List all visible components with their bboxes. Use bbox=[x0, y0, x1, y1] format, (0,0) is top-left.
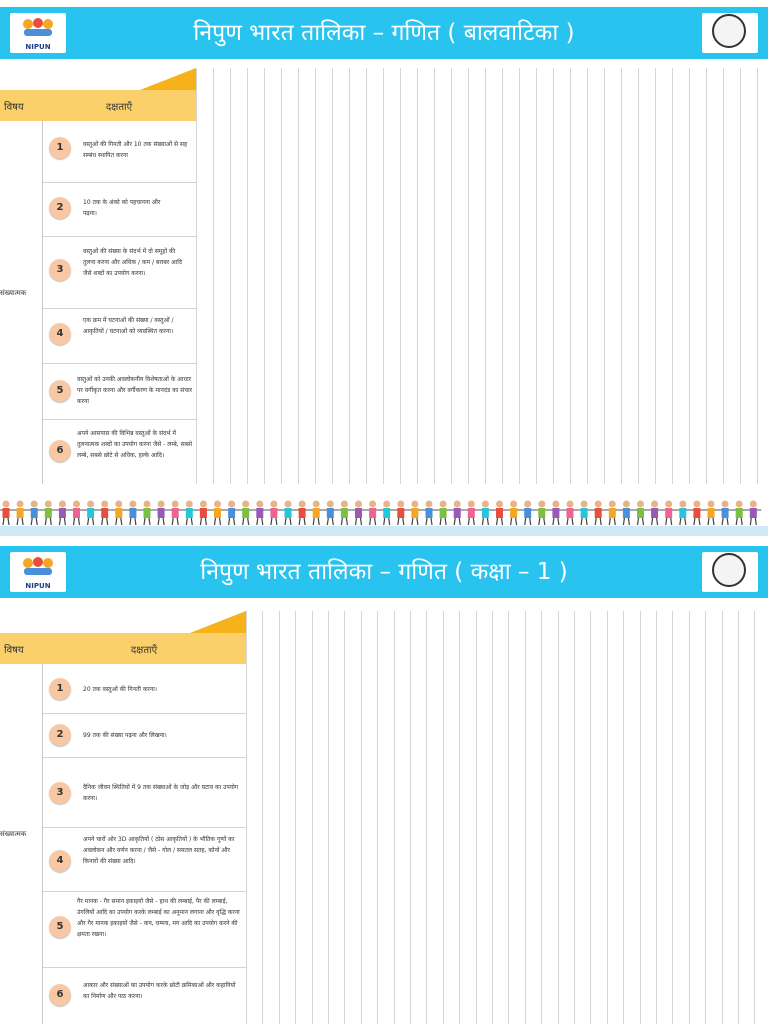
children-logo-icon bbox=[20, 16, 56, 38]
child-figure-icon bbox=[689, 501, 705, 526]
grid-column-line bbox=[281, 68, 282, 484]
grid-column-line bbox=[570, 68, 571, 484]
header-subject-cell bbox=[0, 633, 42, 664]
child-figure-icon bbox=[195, 501, 211, 526]
skill-row-6 bbox=[43, 420, 197, 484]
grid-column-line bbox=[508, 611, 509, 1024]
grid-column-line bbox=[312, 611, 313, 1024]
grid-column-line bbox=[400, 68, 401, 484]
up-government-seal bbox=[702, 552, 758, 592]
child-figure-icon bbox=[717, 501, 733, 526]
child-figure-icon bbox=[266, 501, 282, 526]
grid-column-line bbox=[394, 611, 395, 1024]
grid-column-line bbox=[621, 68, 622, 484]
grid-column-line bbox=[587, 68, 588, 484]
logo-text: NIPUN bbox=[25, 43, 51, 51]
child-figure-icon bbox=[336, 501, 352, 526]
skill-text: एक क्रम में घटनाओं की संख्या / वस्तुओं / आकृतियों / घटनाओं को व्यवस्थित करना। bbox=[83, 317, 174, 335]
child-figure-icon bbox=[252, 501, 268, 526]
child-figure-icon bbox=[83, 501, 99, 526]
grid-column-line bbox=[349, 68, 350, 484]
child-figure-icon bbox=[633, 501, 649, 526]
grid-column-line bbox=[361, 611, 362, 1024]
grid-column-line bbox=[366, 68, 367, 484]
grid-column-line bbox=[590, 611, 591, 1024]
section-balvatika bbox=[0, 0, 768, 488]
skill-row-1 bbox=[43, 121, 197, 183]
child-figure-icon bbox=[69, 501, 85, 526]
row-number: 5 bbox=[49, 916, 71, 938]
child-figure-icon bbox=[322, 501, 338, 526]
skill-row-5 bbox=[43, 892, 247, 968]
child-figure-icon bbox=[562, 501, 578, 526]
child-figure-icon bbox=[604, 501, 620, 526]
child-figure-icon bbox=[97, 501, 113, 526]
child-figure-icon bbox=[675, 501, 691, 526]
grid-column-line bbox=[246, 611, 247, 1024]
row-number: 4 bbox=[49, 850, 71, 872]
skill-row-4 bbox=[43, 309, 197, 364]
skill-text: 10 तक के अंको को पहचानना और पढ़ना। bbox=[83, 199, 161, 217]
skill-row-2 bbox=[43, 714, 247, 758]
header-skills-cell bbox=[42, 90, 196, 121]
child-figure-icon bbox=[294, 501, 310, 526]
marking-grid bbox=[246, 611, 768, 1024]
skill-row-5 bbox=[43, 364, 197, 420]
child-figure-icon bbox=[661, 501, 677, 526]
grid-column-line bbox=[672, 68, 673, 484]
row-number: 4 bbox=[49, 323, 71, 345]
row-number: 3 bbox=[49, 259, 71, 281]
row-number: 1 bbox=[49, 678, 71, 700]
child-figure-icon bbox=[181, 501, 197, 526]
subject-label: संख्यात्मक bbox=[0, 289, 27, 297]
grid-column-line bbox=[315, 68, 316, 484]
grid-column-line bbox=[604, 68, 605, 484]
child-figure-icon bbox=[576, 501, 592, 526]
grid-column-line bbox=[689, 68, 690, 484]
header-subject-cell bbox=[0, 90, 42, 121]
grid-column-line bbox=[757, 68, 758, 484]
grid-column-line bbox=[738, 611, 739, 1024]
child-figure-icon bbox=[421, 501, 437, 526]
marking-grid bbox=[196, 68, 768, 484]
grid-column-line bbox=[541, 611, 542, 1024]
row-number: 6 bbox=[49, 440, 71, 462]
skill-row-4 bbox=[43, 828, 247, 892]
child-figure-icon bbox=[393, 501, 409, 526]
grid-column-line bbox=[525, 611, 526, 1024]
nipun-logo bbox=[10, 552, 66, 592]
children-border-banner bbox=[0, 488, 768, 536]
skill-row-3 bbox=[43, 237, 197, 309]
grid-column-line bbox=[656, 611, 657, 1024]
grid-column-line bbox=[740, 68, 741, 484]
child-figure-icon bbox=[647, 501, 663, 526]
subject-label: संख्यात्मक bbox=[0, 830, 27, 838]
child-figure-icon bbox=[167, 501, 183, 526]
child-figure-icon bbox=[12, 501, 28, 526]
header-skills-label: दक्षताएँ bbox=[130, 644, 158, 656]
skill-row-1 bbox=[43, 664, 247, 714]
grid-column-line bbox=[492, 611, 493, 1024]
grid-column-line bbox=[443, 611, 444, 1024]
seal-icon bbox=[712, 553, 746, 587]
skills-list bbox=[42, 664, 247, 1024]
child-figure-icon bbox=[548, 501, 564, 526]
row-number: 1 bbox=[49, 137, 71, 159]
nipun-logo bbox=[10, 13, 66, 53]
skill-text: 20 तक वस्तुओं की गिनती करना। bbox=[83, 686, 158, 693]
grid-column-line bbox=[383, 68, 384, 484]
child-figure-icon bbox=[379, 501, 395, 526]
section-header bbox=[0, 546, 768, 598]
skill-text: वस्तुओं की संख्या के संदर्भ में दो समूहों की तुलना करना और अधिक / कम / बराबर आदि जैसे शब्दों का उपयोग करना। bbox=[83, 248, 183, 277]
grid-column-line bbox=[723, 68, 724, 484]
up-government-seal bbox=[702, 13, 758, 53]
header-skills-label: दक्षताएँ bbox=[105, 101, 133, 113]
children-banner-illustration bbox=[0, 488, 768, 536]
grid-column-line bbox=[574, 611, 575, 1024]
skill-text: आकार और संख्याओं का उपयोग करके छोटी क्रमिकाओं और कहानियों का निर्माण और पाठ करना। bbox=[83, 982, 236, 1000]
skill-text: गैर मानक - गैर समान इकाइयों जैसे - हाथ की लम्बाई, पैर की लम्बाई, उंगलियों आदि का उपयोग करके लम्बाई का अनुमान लगाना और वृद्धि करना और गैर मानक इकाइयों जैसे - कप, चम्मच, मग आदि का उपयोग करने की क्षमता रखना। bbox=[77, 898, 240, 938]
child-figure-icon bbox=[745, 501, 761, 526]
grid-column-line bbox=[485, 68, 486, 484]
row-number: 3 bbox=[49, 782, 71, 804]
grid-column-line bbox=[536, 68, 537, 484]
grid-column-line bbox=[607, 611, 608, 1024]
skill-row-6 bbox=[43, 968, 247, 1024]
grid-column-line bbox=[264, 68, 265, 484]
skill-text: वस्तुओं को उनकी अवलोकनीय विशेषताओं के आधार पर वर्गीकृत करना और वर्गीकरण के मानदंड का संचार करना bbox=[77, 376, 193, 405]
header-wedge bbox=[140, 68, 196, 90]
child-figure-icon bbox=[280, 501, 296, 526]
section-header bbox=[0, 7, 768, 59]
grid-column-line bbox=[417, 68, 418, 484]
grid-column-line bbox=[706, 68, 707, 484]
child-figure-icon bbox=[26, 501, 42, 526]
grid-column-line bbox=[410, 611, 411, 1024]
grid-column-line bbox=[705, 611, 706, 1024]
grid-column-line bbox=[519, 68, 520, 484]
skill-text: अपने आसपास की विभिन्न वस्तुओं के संदर्भ में तुलनात्मक शब्दों का उपयोग करना जैसे - लम्बे, सबसे लम्बे, सबसे छोटे से अधिक, हल्के आदि। bbox=[77, 430, 193, 459]
child-figure-icon bbox=[492, 501, 508, 526]
grid-column-line bbox=[434, 68, 435, 484]
grid-column-line bbox=[638, 68, 639, 484]
grid-column-line bbox=[623, 611, 624, 1024]
grid-column-line bbox=[213, 68, 214, 484]
banner-ground bbox=[0, 526, 768, 536]
grid-column-line bbox=[689, 611, 690, 1024]
section-class-1 bbox=[0, 540, 768, 1024]
page-title: निपुण भारत तालिका – गणित ( बालवाटिका ) bbox=[193, 20, 575, 46]
child-figure-icon bbox=[111, 501, 127, 526]
grid-column-line bbox=[640, 611, 641, 1024]
child-figure-icon bbox=[703, 501, 719, 526]
child-figure-icon bbox=[139, 501, 155, 526]
skill-text: दैनिक जीवन स्थितियों में 9 तक संख्याओं के जोड़ और घटाव का उपयोग करना। bbox=[83, 784, 239, 802]
child-figure-icon bbox=[477, 501, 493, 526]
child-figure-icon bbox=[308, 501, 324, 526]
child-figure-icon bbox=[463, 501, 479, 526]
grid-column-line bbox=[298, 68, 299, 484]
skill-text: वस्तुओं की गिनती और 10 तक संख्याओं से सह सम्बंध स्थापित करना bbox=[83, 141, 188, 159]
grid-column-line bbox=[332, 68, 333, 484]
grid-column-line bbox=[476, 611, 477, 1024]
header-subject-label: विषय bbox=[4, 644, 24, 656]
skill-row-2 bbox=[43, 183, 197, 237]
grid-column-line bbox=[377, 611, 378, 1024]
child-figure-icon bbox=[365, 501, 381, 526]
logo-text: NIPUN bbox=[25, 582, 51, 590]
skill-text: अपने चारों ओर 3D आकृतियों ( ठोस आकृतियों ) के भौतिक गुणों का अवलोकन और वर्णन करना / जैसे - गोल / समतल सतह, कोनों और किनारों की संख्या आदि। bbox=[83, 836, 235, 865]
skills-list bbox=[42, 121, 197, 484]
grid-column-line bbox=[279, 611, 280, 1024]
grid-column-line bbox=[426, 611, 427, 1024]
child-figure-icon bbox=[618, 501, 634, 526]
header-wedge bbox=[190, 611, 246, 633]
grid-column-line bbox=[754, 611, 755, 1024]
children-logo-icon bbox=[20, 555, 56, 577]
child-figure-icon bbox=[590, 501, 606, 526]
child-figure-icon bbox=[506, 501, 522, 526]
grid-column-line bbox=[722, 611, 723, 1024]
child-figure-icon bbox=[351, 501, 367, 526]
page-title: निपुण भारत तालिका – गणित ( कक्षा – 1 ) bbox=[200, 559, 568, 585]
grid-column-line bbox=[295, 611, 296, 1024]
grid-column-line bbox=[328, 611, 329, 1024]
grid-column-line bbox=[247, 68, 248, 484]
header-skills-cell bbox=[42, 633, 246, 664]
child-figure-icon bbox=[210, 501, 226, 526]
row-number: 2 bbox=[49, 197, 71, 219]
grid-column-line bbox=[459, 611, 460, 1024]
child-figure-icon bbox=[407, 501, 423, 526]
row-number: 2 bbox=[49, 724, 71, 746]
grid-column-line bbox=[558, 611, 559, 1024]
child-figure-icon bbox=[520, 501, 536, 526]
child-figure-icon bbox=[125, 501, 141, 526]
child-figure-icon bbox=[224, 501, 240, 526]
row-number: 6 bbox=[49, 984, 71, 1006]
grid-column-line bbox=[672, 611, 673, 1024]
child-figure-icon bbox=[54, 501, 70, 526]
child-figure-icon bbox=[435, 501, 451, 526]
seal-icon bbox=[712, 14, 746, 48]
header-subject-label: विषय bbox=[4, 101, 24, 113]
child-figure-icon bbox=[238, 501, 254, 526]
skill-row-3 bbox=[43, 758, 247, 828]
child-figure-icon bbox=[534, 501, 550, 526]
grid-column-line bbox=[502, 68, 503, 484]
grid-column-line bbox=[196, 68, 197, 484]
grid-column-line bbox=[655, 68, 656, 484]
skill-text: 99 तक की संख्या पढ़ना और लिखना। bbox=[83, 732, 167, 739]
child-figure-icon bbox=[0, 501, 14, 526]
grid-column-line bbox=[230, 68, 231, 484]
child-figure-icon bbox=[153, 501, 169, 526]
child-figure-icon bbox=[40, 501, 56, 526]
grid-column-line bbox=[344, 611, 345, 1024]
child-figure-icon bbox=[731, 501, 747, 526]
row-number: 5 bbox=[49, 380, 71, 402]
grid-column-line bbox=[468, 68, 469, 484]
grid-column-line bbox=[262, 611, 263, 1024]
child-figure-icon bbox=[449, 501, 465, 526]
grid-column-line bbox=[553, 68, 554, 484]
grid-column-line bbox=[451, 68, 452, 484]
